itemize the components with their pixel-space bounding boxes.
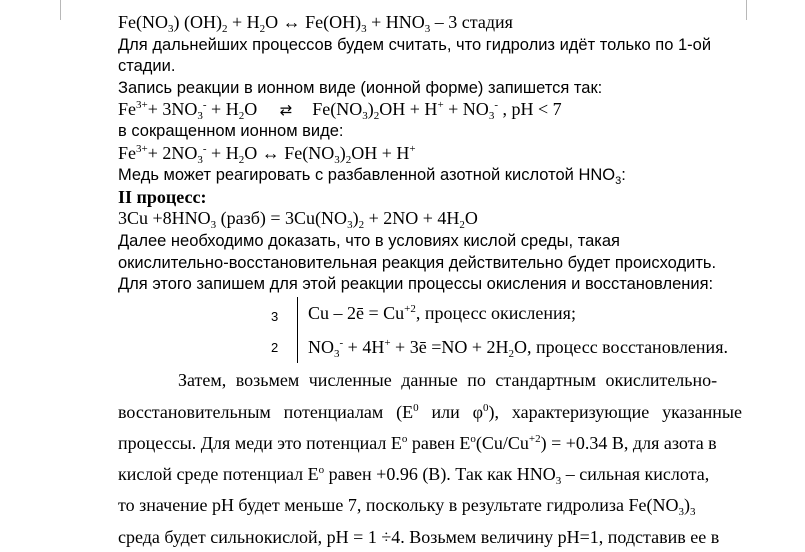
paragraph-line: восстановительным потенциалам ($E^0$ или $\varphi^0$), характеризующие указанные xyxy=(118,402,742,422)
coefficient-oxidation: 3 xyxy=(271,309,279,324)
text-line: стадии. xyxy=(118,57,176,75)
text-line: Далее необходимо доказать, что в условиях кислой среды, такая xyxy=(118,232,620,250)
equation-ionic-full: $Fe^{3+}+ 3NO_3^- + H_2O$ ⇄ $Fe(NO_3)_2OH + H^+ + NO_3^-$ , pH < 7 xyxy=(118,99,562,122)
equation-ionic-short: $Fe^{3+}+ 2NO_3^- + H_2O$ ↔ $Fe(NO_3)_2OH + H^+$ xyxy=(118,143,416,166)
paragraph-line: процессы. Для меди это потенциал $E^o$ равен $E^o(Cu/Cu^{+2}) = +0.34$ B, для азота в xyxy=(118,433,717,453)
half-reaction-oxidation: Cu – 2ē = $Cu^{+2}$, процесс окисления; xyxy=(308,303,576,323)
text-line: Для этого запишем для этой реакции процессы окисления и восстановления: xyxy=(118,275,714,293)
paragraph-line: кислой среде потенциал $E^o$ равен +0.96 (B). Так как $HNO_3$ – сильная кислота, xyxy=(118,464,710,487)
equation-hydrolysis-stage3: $Fe(NO_3) (OH)_2 + H_2O$ ↔ $Fe(OH)_3 + HNO_3 - 3$ стадия xyxy=(118,12,513,35)
equilibrium-arrow-icon: ⇄ xyxy=(279,101,293,119)
paragraph-line: то значение pH будет меньше 7, поскольку в результате гидролиза $Fe(NO_3)_3$ xyxy=(118,495,696,518)
text-line: в сокращенном ионном виде: xyxy=(118,122,344,140)
half-reaction-reduction: $NO_3^- + 4H^+$ + 3ē $=NO + 2H_2O$, процесс восстановления. xyxy=(308,337,728,360)
coefficient-reduction: 2 xyxy=(271,340,279,355)
text-line: окислительно-восстановительная реакция действительно будет происходить. xyxy=(118,254,717,272)
half-reaction-divider xyxy=(297,297,298,363)
paragraph-line: среда будет сильнокислой, pH = 1 ÷4. Возьмем величину pH=1, подставив ее в xyxy=(118,527,720,547)
section-heading: II процесс: xyxy=(118,187,207,207)
crop-mark-left xyxy=(60,0,61,20)
text-line: Для дальнейших процессов будем считать, что гидролиз идёт только по 1-ой xyxy=(118,36,712,54)
text-line: Медь может реагировать с разбавленной азотной кислотой $HNO_3$: xyxy=(118,166,626,187)
equation-copper-nitric: $3Cu +8HNO_3$ (разб) = $3Cu(NO_3)_2 + 2NO + 4H_2O$ xyxy=(118,208,478,231)
text-line: Запись реакции в ионном виде (ионной форме) запишется так: xyxy=(118,79,603,97)
paragraph-line: Затем, возьмем численные данные по стандартным окислительно- xyxy=(178,370,718,390)
crop-mark-right xyxy=(746,0,747,20)
